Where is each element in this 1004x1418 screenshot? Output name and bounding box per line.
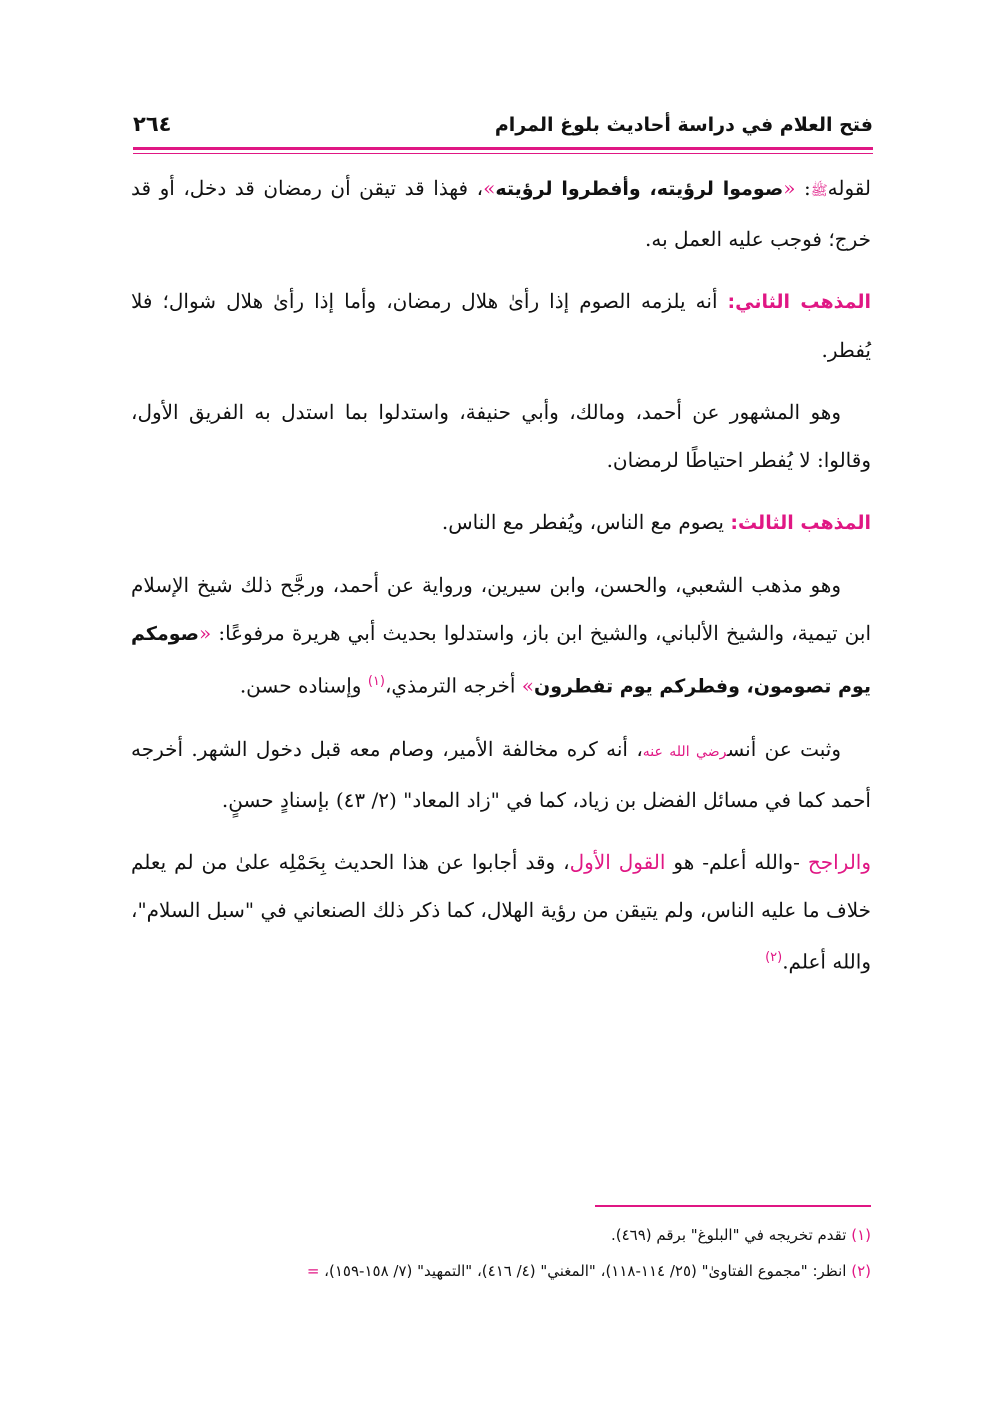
quote-open: « xyxy=(783,176,796,200)
footnote-2 xyxy=(131,1259,871,1283)
text-segment: ، وقد أجابوا عن هذا الحديث بِحَمْلِه علىٰ من لم يعلم خلاف ما عليه الناس، ولم يتيقن من رؤية الهلال، كما ذكر ذلك الصنعاني في "سبل السلام"، والله أعلم. xyxy=(131,849,871,974)
text-segment: وثبت عن أنس xyxy=(727,736,842,761)
running-header xyxy=(133,110,873,150)
header-rule-thin xyxy=(133,153,873,154)
text-segment: أنه يلزمه الصوم إذا رأىٰ هلال رمضان، وأما إذا رأىٰ هلال شوال؛ فلا يُفطر. xyxy=(131,289,871,362)
header-rule-thick xyxy=(133,147,873,150)
continuation-mark: = xyxy=(306,1262,325,1280)
main-text xyxy=(131,164,871,999)
book-title: فتح العلام في دراسة أحاديث بلوغ المرام xyxy=(494,114,873,136)
text-segment: ، فهذا قد تيقن أن رمضان قد دخل، أو قد خرج؛ فوجب عليه العمل به. xyxy=(131,176,871,251)
paragraph-7 xyxy=(131,838,871,986)
hadith-quote: صومكم يوم تصومون، وفطركم يوم تفطرون xyxy=(131,623,871,698)
conclusion-lead: والراجح xyxy=(807,849,872,874)
highlighted-term: القول الأول xyxy=(569,849,666,874)
section-label: المذهب الثالث: xyxy=(730,512,871,534)
quote-close: » xyxy=(521,673,535,698)
text-segment: وهو مذهب الشعبي، والحسن، وابن سيرين، ورواية عن أحمد، ورجَّح ذلك شيخ الإسلام ابن تيمية، والشيخ الألباني، والشيخ ابن باز، واستدلوا بحديث أبي هريرة مرفوعًا: xyxy=(131,573,871,645)
salutation-glyph: ﷺ xyxy=(810,183,828,199)
paragraph-6 xyxy=(131,725,871,824)
footnote-ref[interactable]: (٢) xyxy=(765,949,783,965)
footnote-text: انظر: "مجموع الفتاوىٰ" (٢٥/ ١١٤-١١٨)، "المغني" (٤/ ٤١٦)، "التمهيد" (٧/ ١٥٨-١٥٩)، xyxy=(324,1262,852,1280)
footnotes xyxy=(131,1223,871,1295)
text-segment: -والله أعلم- هو xyxy=(665,849,808,874)
footnote-separator xyxy=(595,1205,871,1207)
text-segment: أخرجه الترمذي، xyxy=(384,673,522,698)
section-label: المذهب الثاني: xyxy=(727,291,871,313)
text-segment: يصوم مع الناس، ويُفطر مع الناس. xyxy=(441,510,731,534)
footnote-ref[interactable]: (١) xyxy=(367,674,385,689)
paragraph-2 xyxy=(131,277,871,374)
paragraph-3: وهو المشهور عن أحمد، ومالك، وأبي حنيفة، واستدلوا بما استدل به الفريق الأول، وقالوا: لا يُفطر احتياطًا لرمضان. xyxy=(131,400,871,472)
honorific-glyph: رضي الله عنه xyxy=(642,743,728,760)
quote-open: « xyxy=(198,621,212,645)
paragraph-4 xyxy=(131,498,871,547)
footnote-number: (٢) xyxy=(851,1262,871,1280)
paragraph-1 xyxy=(131,164,871,263)
text-segment: : xyxy=(795,176,811,200)
footnote-number: (١) xyxy=(851,1226,871,1244)
text-segment: ، أنه كره مخالفة الأمير، وصام معه قبل دخول الشهر. أخرجه أحمد كما في مسائل الفضل بن زياد، كما في "زاد المعاد" (٢/ ٤٣) بإسنادٍ حسنٍ. xyxy=(131,736,871,812)
hadith-quote: صوموا لرؤيته، وأفطروا لرؤيته xyxy=(495,178,784,200)
footnote-1 xyxy=(131,1223,871,1247)
paragraph-5 xyxy=(131,561,871,711)
page-number: ٢٦٤ xyxy=(133,112,172,136)
footnote-text: تقدم تخريجه في "البلوغ" برقم (٤٦٩). xyxy=(610,1226,852,1244)
quote-close: » xyxy=(483,176,496,200)
text-segment: لقوله xyxy=(827,176,871,200)
text-segment: وإسناده حسن. xyxy=(239,673,368,698)
